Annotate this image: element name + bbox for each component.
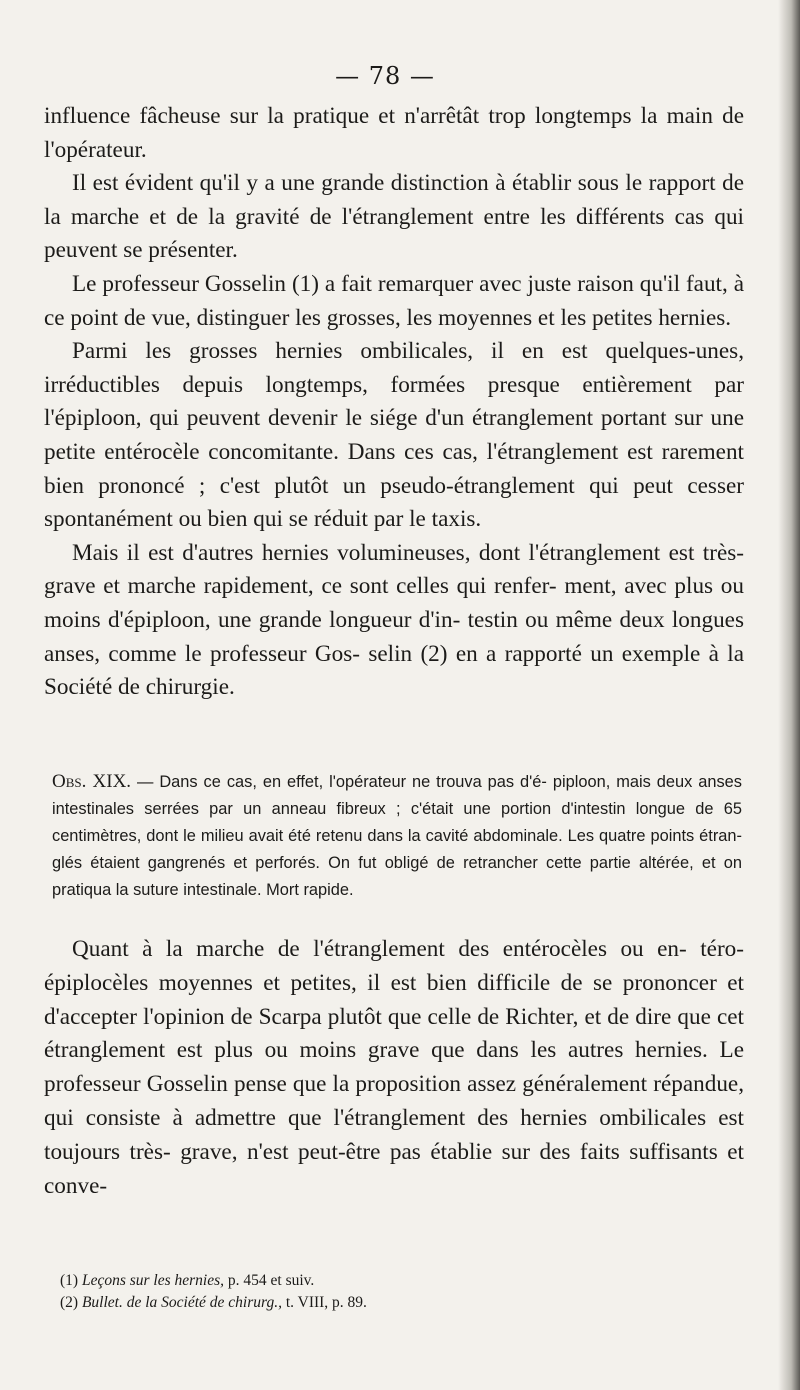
paragraph-4: Parmi les grosses hernies ombilicales, il en est quelques-unes, irréductibles depuis longtemps, formées presque entièrement par l'épiploon, qui peuvent devenir le siége d'un étranglement portant sur une petite entérocèle concomitante. Dans ces cas, l'étranglement est rarement bien prononcé ; c'est plutôt un pseudo-étranglement qui peut cesser spontanément ou bien qui se réduit par le taxis.: [44, 338, 744, 533]
paragraph-5: Mais il est d'autres hernies volumineuses, dont l'étranglement est très-grave et marche rapidement, ce sont celles qui renfer- ment, avec plus ou moins d'épiploon, une grande longueur d'in- testin ou même deux longues anses, comme le professeur Gos- selin (2) en a rapporté un exemple à la Société de chirurgie.: [44, 539, 744, 701]
footnote-1-rest: p. 454 et suiv.: [227, 1272, 315, 1289]
footnote-1-title: Leçons sur les hernies,: [81, 1272, 225, 1289]
page-number: — 78 —: [335, 62, 435, 90]
observation-block: [52, 768, 742, 904]
footnote-1-mark: (1): [60, 1272, 79, 1289]
footnote-1: [60, 1270, 740, 1292]
footnote-2-mark: (2): [60, 1294, 79, 1311]
paragraph-6: Quant à la marche de l'étranglement des entérocèles ou en- téro-épiplocèles moyennes et petites, il est bien difficile de se prononcer et d'accepter l'opinion de Scarpa plutôt que celle de Richter, et de dire que cet étranglement est plus ou moins grave que dans les autres hernies. Le professeur Gosselin pense que la proposition assez généralement répandue, qui consiste à admettre que l'étranglement des hernies ombilicales est toujours très- grave, n'est peut-être pas établie sur des faits suffisants et conve-: [44, 936, 744, 1199]
footnote-2: [60, 1292, 740, 1314]
main-text-block: [44, 100, 744, 705]
main-text-block-2: [44, 933, 744, 1203]
page-edge-shadow: [778, 0, 800, 1390]
paragraph-2: Il est évident qu'il y a une grande distinction à établir sous le rapport de la marche et de la gravité de l'étranglement entre les différents cas qui peuvent se présenter.: [44, 170, 744, 264]
footnote-2-title: Bullet. de la Société de chirurg.,: [81, 1294, 282, 1311]
footnotes: [60, 1270, 740, 1314]
observation-heading: Obs. XIX.: [52, 771, 132, 792]
footnote-2-rest: t. VIII, p. 89.: [285, 1294, 367, 1311]
observation-text: — Dans ce cas, en effet, l'opérateur ne trouva pas d'é- piploon, mais deux anses intestinales serrées par un anneau fibreux ; c'était une portion d'intestin longue de 65 centimètres, dont le milieu avait été retenu dans la cavité abdominale. Les quatre points étran- glés étaient gangrenés et perforés. On fut obligé de retrancher cette partie altérée, et on pratiqua la suture intestinale. Mort rapide.: [52, 773, 742, 899]
paragraph-1: influence fâcheuse sur la pratique et n'arrêtât trop longtemps la main de l'opérateur.: [44, 103, 744, 163]
paragraph-3: Le professeur Gosselin (1) a fait remarquer avec juste raison qu'il faut, à ce point de vue, distinguer les grosses, les moyennes et les petites hernies.: [44, 270, 744, 331]
